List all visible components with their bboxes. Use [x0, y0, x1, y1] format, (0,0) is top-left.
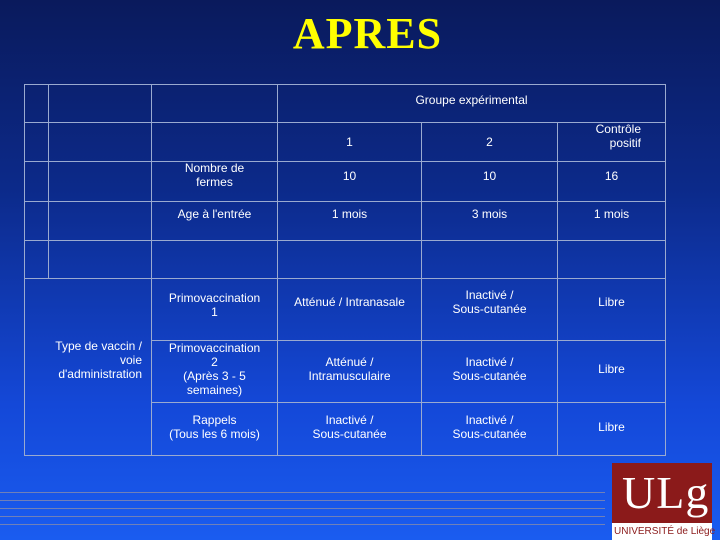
- cell-fermes-controle: 16: [604, 169, 619, 183]
- cell-primo2-controle: Libre: [598, 362, 625, 376]
- cell-fermes-1: 10: [342, 169, 357, 183]
- slide-title: APRES: [292, 9, 443, 58]
- decorative-stripe: [0, 500, 605, 501]
- col-header-2: 2: [486, 135, 493, 149]
- cell-rappels-1: Inactivé / Sous-cutanée: [312, 413, 387, 441]
- cell-fermes-2: 10: [482, 169, 497, 183]
- decorative-stripe: [0, 492, 605, 493]
- decorative-stripe: [0, 508, 605, 509]
- cell-primo1-2: Inactivé / Sous-cutanée: [452, 288, 527, 316]
- decorative-stripe: [0, 516, 605, 517]
- row-label-age: Age à l'entrée: [177, 207, 252, 221]
- cell-rappels-2: Inactivé / Sous-cutanée: [452, 413, 527, 441]
- decorative-stripe: [0, 524, 605, 525]
- cell-primo2-1: Atténué / Intramusculaire: [308, 355, 391, 383]
- logo-subtitle: UNIVERSITÉ de Liège: [614, 526, 716, 537]
- cell-primo1-controle: Libre: [598, 295, 625, 309]
- logo-text: ULg: [622, 467, 710, 518]
- cell-age-1: 1 mois: [331, 207, 368, 221]
- cell-rappels-controle: Libre: [598, 420, 625, 434]
- col-header-1: 1: [346, 135, 353, 149]
- cell-primo2-2: Inactivé / Sous-cutanée: [452, 355, 527, 383]
- row-label-primo2: Primovaccination 2 (Après 3 - 5 semaines): [168, 341, 261, 397]
- cell-primo1-1: Atténué / Intranasale: [294, 295, 405, 309]
- col-header-controle: Contrôle positif: [595, 122, 641, 150]
- vaccine-type-label: Type de vaccin / voie d'administration: [55, 339, 142, 381]
- university-logo: [612, 463, 716, 540]
- group-header: Groupe expérimental: [415, 93, 528, 107]
- row-label-fermes: Nombre de fermes: [184, 161, 245, 189]
- row-label-rappels: Rappels (Tous les 6 mois): [169, 413, 260, 441]
- cell-age-controle: 1 mois: [593, 207, 630, 221]
- cell-age-2: 3 mois: [471, 207, 508, 221]
- row-label-primo1: Primovaccination 1: [168, 291, 261, 319]
